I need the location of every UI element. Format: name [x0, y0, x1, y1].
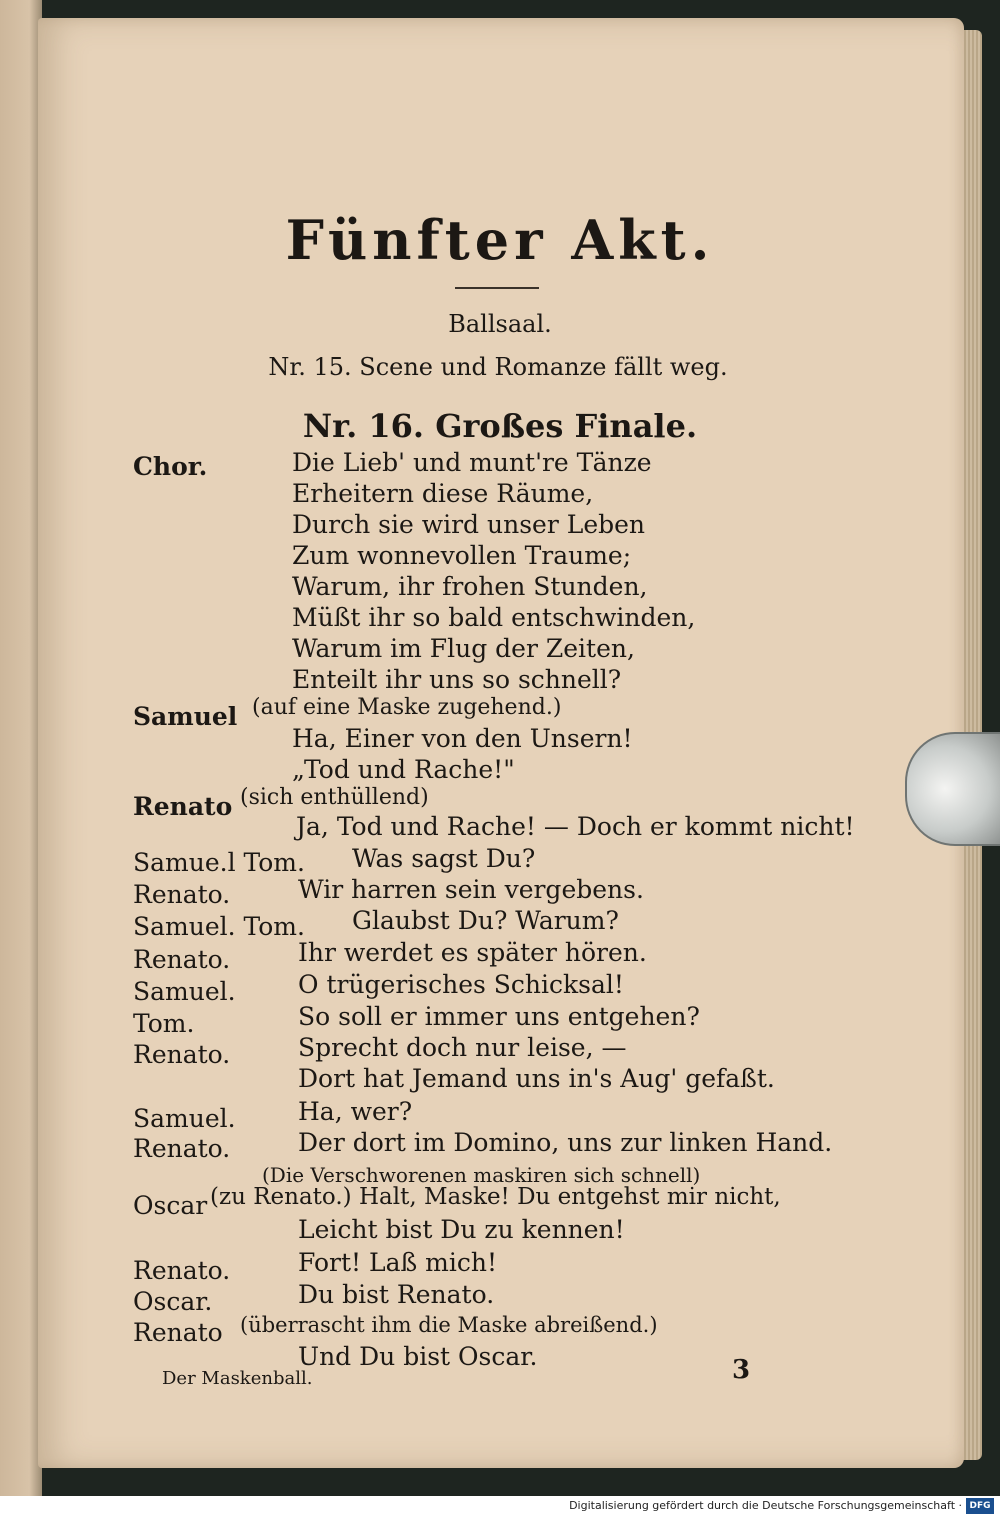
libretto-line: Durch sie wird unser Leben: [292, 510, 646, 539]
libretto-line: Enteilt ihr uns so schnell?: [292, 665, 622, 694]
speaker-renato: Renato.: [133, 945, 231, 974]
act-title: Fünfter Akt.: [285, 208, 715, 272]
speaker-oscar: Oscar: [133, 1191, 208, 1220]
stage-direction: (sich enthüllend): [240, 785, 429, 810]
speaker-renato: Renato.: [133, 880, 231, 909]
funding-text: Digitalisierung gefördert durch die Deutsche Forschungsgemeinschaft ·: [569, 1499, 962, 1512]
speaker-renato: Renato.: [133, 1134, 231, 1163]
speaker-renato: Renato.: [133, 1256, 231, 1285]
libretto-line: Glaubst Du? Warum?: [352, 906, 619, 935]
speaker-renato: Renato: [133, 1318, 223, 1347]
libretto-line: Warum im Flug der Zeiten,: [292, 634, 635, 663]
libretto-line: Sprecht doch nur leise, —: [298, 1033, 627, 1062]
funding-bar: [0, 1496, 1000, 1518]
page-number: 3: [732, 1355, 751, 1385]
libretto-line: Zum wonnevollen Traume;: [292, 541, 632, 570]
speaker-samuel: Samuel: [133, 702, 238, 731]
speaker-samuel: Samuel.: [133, 1104, 236, 1133]
libretto-line: Leicht bist Du zu kennen!: [298, 1215, 625, 1244]
libretto-line: Erheitern diese Räume,: [292, 479, 594, 508]
speaker-samuel: Samuel.: [133, 977, 236, 1006]
libretto-line: Der dort im Domino, uns zur linken Hand.: [298, 1128, 833, 1157]
speaker-oscar: Oscar.: [133, 1287, 213, 1316]
libretto-line: Die Lieb' und munt're Tänze: [292, 448, 652, 477]
libretto-line: Wir harren sein vergebens.: [298, 875, 644, 904]
libretto-line: Müßt ihr so bald entschwinden,: [292, 603, 696, 632]
libretto-line: O trügerisches Schicksal!: [298, 970, 624, 999]
libretto-line: Warum, ihr frohen Stunden,: [292, 572, 648, 601]
dfg-logo-icon: DFG: [966, 1498, 994, 1514]
libretto-line: Ja, Tod und Rache! — Doch er kommt nicht!: [296, 812, 855, 841]
libretto-line: „Tod und Rache!": [292, 755, 515, 784]
libretto-line: Du bist Renato.: [298, 1280, 495, 1309]
libretto-line: Und Du bist Oscar.: [298, 1342, 538, 1371]
libretto-line: So soll er immer uns entgehen?: [298, 1002, 700, 1031]
libretto-line: Ha, Einer von den Unsern!: [292, 724, 633, 753]
libretto-line: Ihr werdet es später hören.: [298, 938, 647, 967]
libretto-line: Fort! Laß mich!: [298, 1248, 498, 1277]
libretto-line: Ha, wer?: [298, 1097, 413, 1126]
stage-direction: (überrascht ihm die Maske abreißend.): [240, 1313, 658, 1337]
stage-direction: (auf eine Maske zugehend.): [252, 695, 562, 720]
scene-location: Ballsaal.: [448, 310, 552, 338]
libretto-line: Dort hat Jemand uns in's Aug' gefaßt.: [298, 1064, 775, 1093]
number-15-note: Nr. 15. Scene und Romanze fällt weg.: [268, 353, 728, 381]
speaker-samuel-tom: Samue.l Tom.: [133, 848, 305, 877]
glass-page-weight: [905, 732, 1000, 846]
libretto-line: (zu Renato.) Halt, Maske! Du entgehst mir nicht,: [210, 1184, 781, 1210]
libretto-line: Was sagst Du?: [352, 844, 536, 873]
speaker-renato: Renato: [133, 792, 233, 821]
speaker-samuel-tom: Samuel. Tom.: [133, 912, 305, 941]
speaker-chor: Chor.: [133, 452, 208, 481]
title-divider: [455, 287, 539, 289]
running-footer: Der Maskenball.: [162, 1368, 313, 1389]
stage-direction: (Die Verschworenen maskiren sich schnell): [262, 1163, 701, 1187]
speaker-tom: Tom.: [133, 1009, 195, 1038]
speaker-renato: Renato.: [133, 1040, 231, 1069]
number-16-heading: Nr. 16. Großes Finale.: [302, 407, 698, 445]
